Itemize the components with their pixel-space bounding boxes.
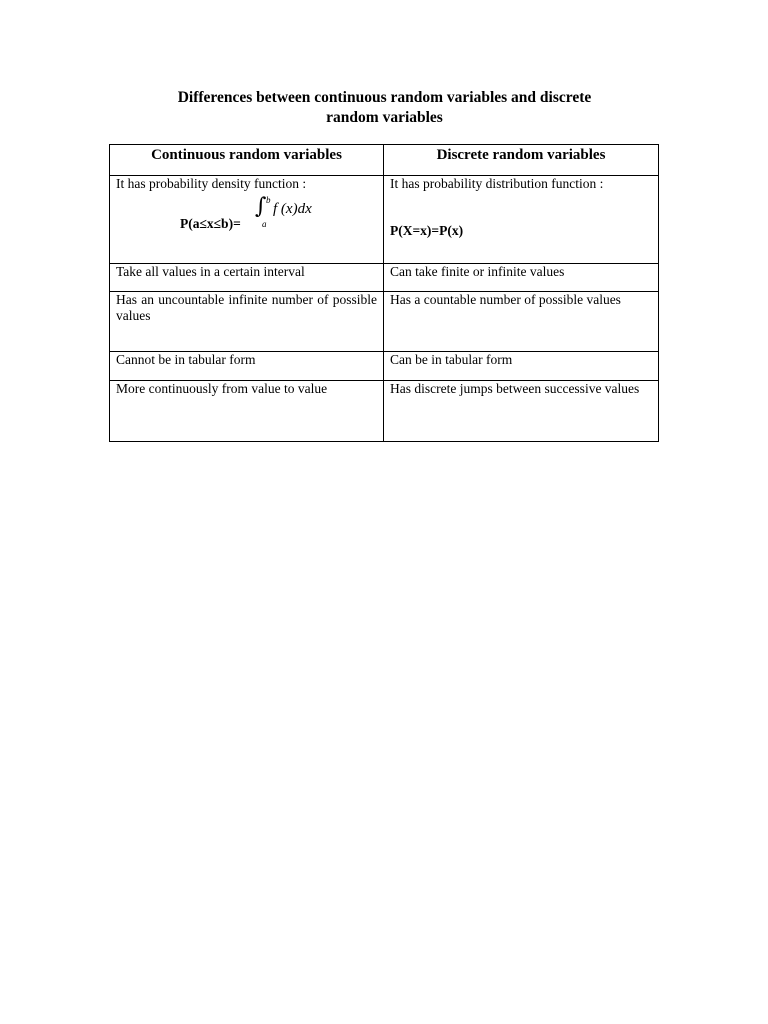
- header-discrete: Discrete random variables: [384, 145, 659, 176]
- integral-sign: ∫: [255, 194, 267, 219]
- integral-formula: [116, 192, 377, 254]
- table-cell-continuous: Has an uncountable infinite number of possible values: [110, 292, 384, 352]
- table-cell-discrete: Has discrete jumps between successive values: [384, 381, 659, 442]
- table-cell-discrete: Can take finite or infinite values: [384, 264, 659, 292]
- table-row: [110, 176, 659, 264]
- table-cell-discrete: Has a countable number of possible values: [384, 292, 659, 352]
- integrand: f (x)dx: [273, 201, 312, 217]
- table-cell-continuous: Take all values in a certain interval: [110, 264, 384, 292]
- table-row: [110, 292, 659, 352]
- table-row: [110, 264, 659, 292]
- table-row: [110, 381, 659, 442]
- comparison-table: [109, 144, 659, 442]
- pmf-formula: [390, 192, 652, 254]
- document-title-line-1: Differences between continuous random variables and discrete: [177, 89, 592, 106]
- cell-text: It has probability distribution function :: [390, 176, 604, 191]
- table-header-row: [110, 145, 659, 176]
- integral-upper-limit: b: [266, 195, 271, 205]
- integral-lower-limit: a: [262, 219, 267, 229]
- table-cell-continuous: [110, 176, 384, 264]
- header-continuous: Continuous random variables: [110, 145, 384, 176]
- table-cell-discrete: Can be in tabular form: [384, 352, 659, 381]
- table-cell-continuous: Cannot be in tabular form: [110, 352, 384, 381]
- formula-lhs: P(a≤x≤b)=: [180, 216, 241, 231]
- formula-pmf: P(X=x)=P(x): [390, 223, 464, 238]
- document-title-line-2: random variables: [326, 109, 443, 126]
- document-title: [110, 88, 659, 128]
- table-cell-discrete: [384, 176, 659, 264]
- cell-text: It has probability density function :: [116, 176, 307, 191]
- table-cell-continuous: More continuously from value to value: [110, 381, 384, 442]
- table-row: [110, 352, 659, 381]
